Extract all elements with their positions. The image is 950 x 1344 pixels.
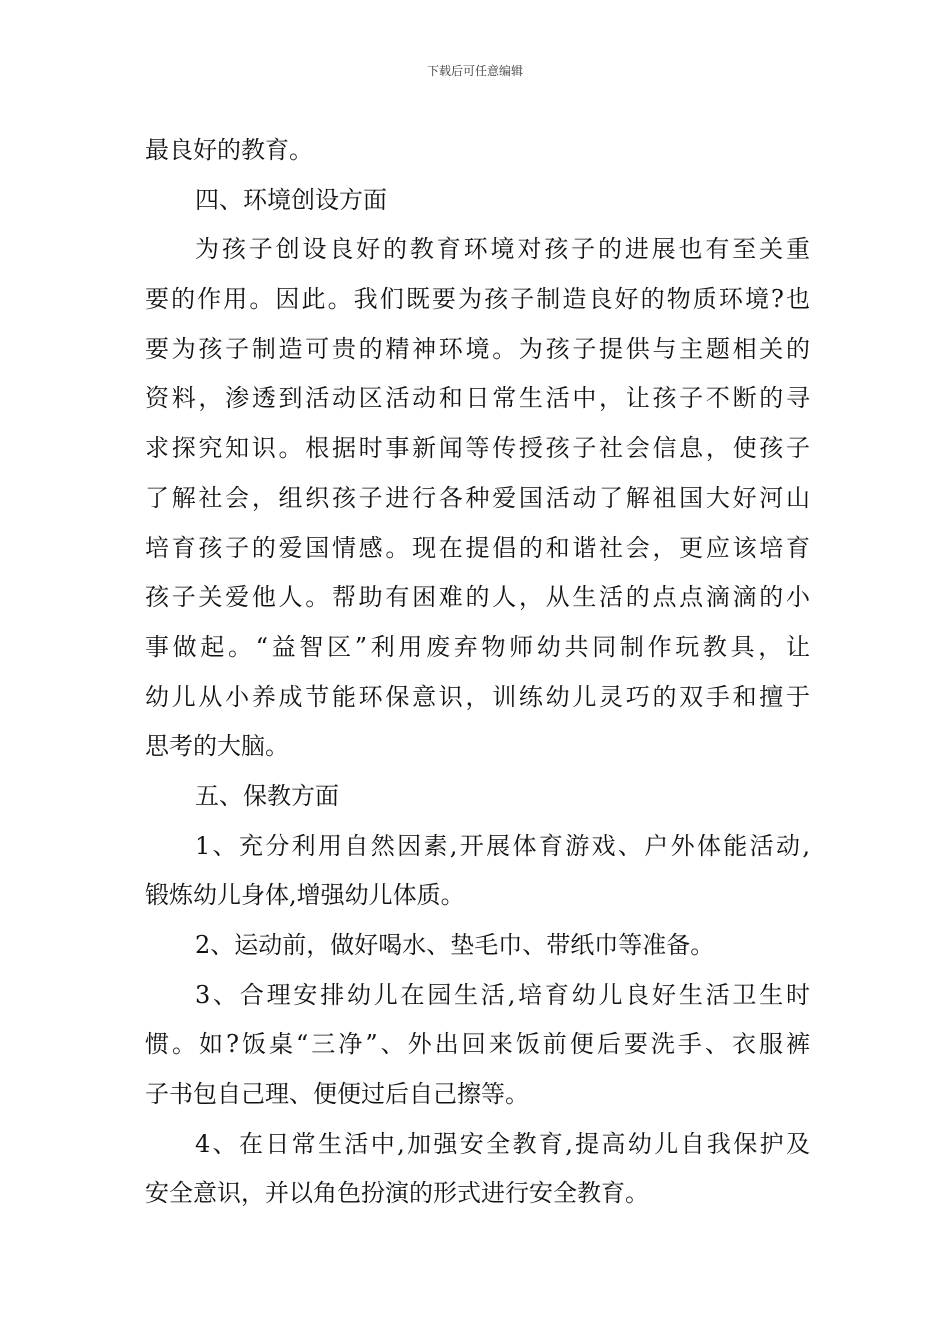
text-line: 资料，渗透到活动区活动和日常生活中，让孩子不断的寻 — [145, 384, 810, 413]
text-line: 为孩子创设良好的教育环境对孩子的进展也有至关重 — [195, 235, 810, 264]
text-line: 锻炼幼儿身体,增强幼儿体质。 — [145, 881, 465, 910]
page-header: 下载后可任意编辑 — [426, 64, 523, 78]
text-line: 求探究知识。根据时事新闻等传授孩子社会信息，使孩子 — [145, 434, 810, 463]
text-line: 四、环境创设方面 — [195, 185, 387, 214]
text-line: 子书包自己理、便便过后自己擦等。 — [145, 1080, 529, 1109]
text-line: 最良好的教育。 — [145, 136, 313, 164]
text-line: 了解社会，组织孩子进行各种爱国活动了解祖国大好河山 — [145, 483, 810, 512]
text-line: 事做起。“益智区”利用废弃物师幼共同制作玩教具，让 — [145, 632, 810, 661]
text-line: 思考的大脑。 — [145, 732, 289, 761]
text-line: 安全意识，并以角色扮演的形式进行安全教育。 — [145, 1179, 649, 1208]
text-line: 五、保教方面 — [195, 781, 339, 810]
text-line: 3、合理安排幼儿在园生活,培育幼儿良好生活卫生时 — [195, 980, 810, 1009]
text-line: 要为孩子制造可贵的精神环境。为孩子提供与主题相关的 — [145, 334, 810, 363]
text-line: 1、充分利用自然因素,开展体育游戏、户外体能活动, — [195, 831, 810, 860]
text-line: 培育孩子的爱国情感。现在提倡的和谐社会，更应该培育 — [145, 533, 810, 562]
text-line: 幼儿从小养成节能环保意识，训练幼儿灵巧的双手和擅于 — [145, 682, 810, 711]
text-line: 4、在日常生活中,加强安全教育,提高幼儿自我保护及 — [195, 1129, 810, 1158]
text-line: 要的作用。因此。我们既要为孩子制造良好的物质环境?也 — [145, 285, 810, 314]
text-line: 惯。如?饭桌“三净”、外出回来饭前便后要洗手、衣服裤 — [145, 1030, 810, 1059]
document-body — [145, 126, 810, 1219]
text-line: 2、运动前，做好喝水、垫毛巾、带纸巾等准备。 — [195, 931, 715, 959]
text-line: 孩子关爱他人。帮助有困难的人，从生活的点点滴滴的小 — [145, 583, 810, 612]
